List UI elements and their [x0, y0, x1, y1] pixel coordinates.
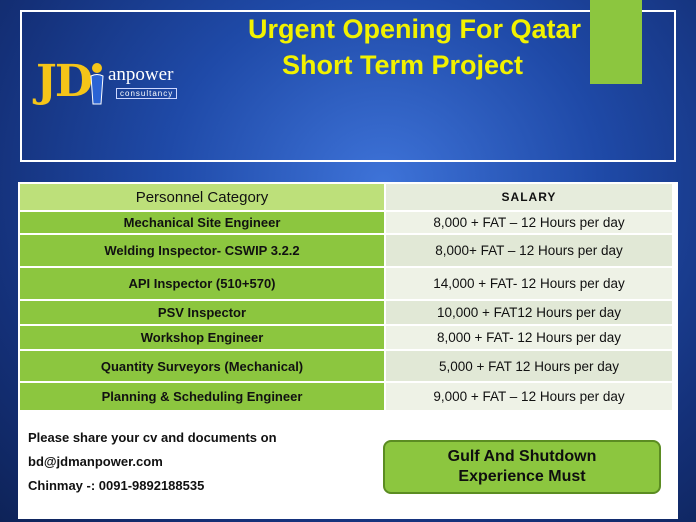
row-salary: 9,000 + FAT – 12 Hours per day: [385, 382, 673, 411]
headline-subtitle: Short Term Project: [282, 50, 524, 80]
badge-line-1: Gulf And Shutdown: [447, 448, 597, 465]
row-category: API Inspector (510+570): [19, 267, 385, 300]
contact-phone: Chinmay -: 0091-9892188535: [28, 478, 205, 493]
row-category: Quantity Surveyors (Mechanical): [19, 350, 385, 382]
row-category: Welding Inspector- CSWIP 3.2.2: [19, 234, 385, 267]
headline-title: Urgent Opening For Qatar: [248, 14, 582, 44]
table-row: [19, 234, 673, 267]
header-category: Personnel Category: [19, 183, 385, 211]
row-salary: 14,000 + FAT- 12 Hours per day: [385, 267, 673, 300]
table-row: [19, 267, 673, 300]
row-salary: 5,000 + FAT 12 Hours per day: [385, 350, 673, 382]
row-salary: 8,000 + FAT- 12 Hours per day: [385, 325, 673, 350]
row-salary: 8,000+ FAT – 12 Hours per day: [385, 234, 673, 267]
company-logo: [36, 58, 186, 108]
row-salary: 10,000 + FAT12 Hours per day: [385, 300, 673, 325]
contact-info: [28, 426, 277, 498]
table-row: [19, 350, 673, 382]
logo-mark: JD: [36, 56, 91, 107]
requirement-badge: [383, 440, 661, 494]
logo-wordmark: anpower: [108, 64, 174, 85]
badge-line-2: Experience Must: [458, 468, 586, 485]
content-panel: [18, 182, 678, 519]
contact-instruction: Please share your cv and documents on: [28, 430, 277, 445]
row-category: PSV Inspector: [19, 300, 385, 325]
table-row: [19, 300, 673, 325]
logo-tagline: consultancy: [116, 88, 177, 99]
row-salary: 8,000 + FAT – 12 Hours per day: [385, 211, 673, 234]
table-row: [19, 211, 673, 234]
row-category: Workshop Engineer: [19, 325, 385, 350]
row-category: Planning & Scheduling Engineer: [19, 382, 385, 411]
header-salary: SALARY: [385, 183, 673, 211]
person-icon: [86, 62, 108, 106]
openings-table: [18, 182, 674, 412]
accent-bar: [590, 0, 642, 84]
table-row: [19, 382, 673, 411]
table-header-row: [19, 183, 673, 211]
table-row: [19, 325, 673, 350]
row-category: Mechanical Site Engineer: [19, 211, 385, 234]
contact-email[interactable]: bd@jdmanpower.com: [28, 454, 163, 469]
